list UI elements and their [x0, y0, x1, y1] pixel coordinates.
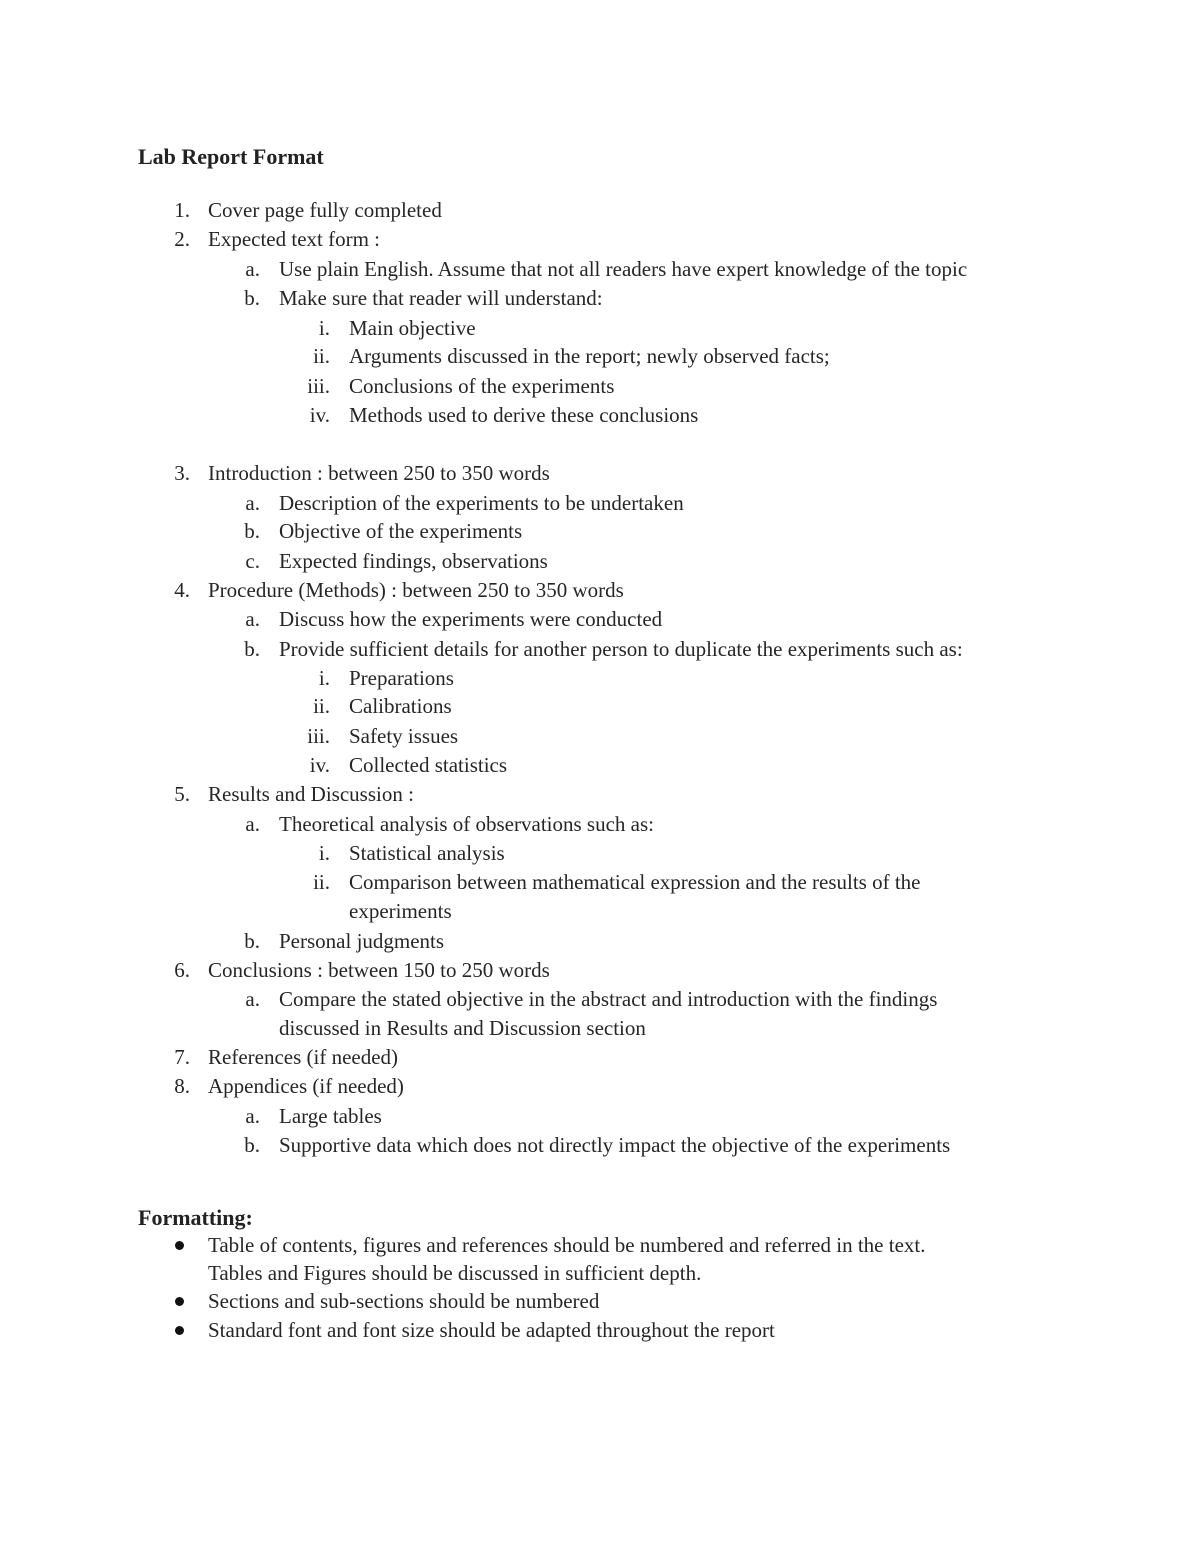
list-letter: a. [245, 607, 260, 631]
list-item-text: Cover page fully completed [208, 198, 442, 222]
bullet-icon [175, 1297, 184, 1306]
list-number: 3. [174, 461, 190, 485]
bullet-item-text: Table of contents, figures and references should be numbered and referred in the text. [208, 1233, 926, 1257]
list-number: 6. [174, 958, 190, 982]
list-item-text: Preparations [349, 666, 454, 690]
list-item-text: Compare the stated objective in the abstract and introduction with the findings [279, 987, 938, 1011]
list-roman: iii. [307, 374, 330, 398]
formatting-heading: Formatting: [138, 1205, 253, 1230]
list-number: 8. [174, 1074, 190, 1098]
list-item-text: Arguments discussed in the report; newly observed facts; [349, 344, 830, 368]
list-roman: ii. [313, 694, 330, 718]
list-letter: a. [245, 987, 260, 1011]
list-number: 2. [174, 227, 190, 251]
list-item-text: Conclusions : between 150 to 250 words [208, 958, 550, 982]
list-number: 1. [174, 198, 190, 222]
list-item-text: Safety issues [349, 724, 459, 748]
list-letter: b. [244, 1133, 260, 1157]
list-roman: iv. [309, 753, 330, 777]
list-letter: b. [244, 519, 260, 543]
list-item-text: Introduction : between 250 to 350 words [208, 461, 550, 485]
list-item-text: Discuss how the experiments were conducted [279, 607, 663, 631]
list-item-text: Appendices (if needed) [208, 1074, 404, 1098]
list-item-text: Personal judgments [279, 929, 445, 953]
list-roman: i. [318, 841, 330, 865]
list-roman: ii. [313, 344, 330, 368]
list-item-text: Provide sufficient details for another person to duplicate the experiments such as: [279, 637, 963, 661]
list-item-text: Expected findings, observations [279, 549, 548, 573]
list-number: 5. [174, 782, 190, 806]
bullet-item-text-continuation: Tables and Figures should be discussed in sufficient depth. [208, 1261, 702, 1285]
bullet-icon [175, 1241, 184, 1250]
list-item-text-continuation: experiments [349, 899, 452, 923]
list-item-text: Conclusions of the experiments [349, 374, 615, 398]
list-letter: b. [244, 637, 260, 661]
document-title: Lab Report Format [138, 144, 324, 169]
list-letter: c. [245, 549, 260, 573]
list-number: 4. [174, 578, 190, 602]
list-item-text: Statistical analysis [349, 841, 505, 865]
list-item-text: Procedure (Methods) : between 250 to 350 words [208, 578, 624, 602]
list-item-text: Use plain English. Assume that not all readers have expert knowledge of the topic [279, 257, 968, 281]
list-item-text: Description of the experiments to be undertaken [279, 491, 684, 515]
list-item-text: Objective of the experiments [279, 519, 523, 543]
list-letter: a. [245, 491, 260, 515]
bullet-item-text: Sections and sub-sections should be numbered [208, 1289, 600, 1313]
list-letter: a. [245, 257, 260, 281]
list-item-text: Large tables [279, 1104, 382, 1128]
list-item-text-continuation: discussed in Results and Discussion section [279, 1016, 646, 1040]
list-item-text: Make sure that reader will understand: [279, 286, 603, 310]
list-item-text: Calibrations [349, 694, 452, 718]
list-roman: iv. [309, 403, 330, 427]
list-item-text: Results and Discussion : [208, 782, 414, 806]
list-item-text: Expected text form : [208, 227, 381, 251]
bullet-item-text: Standard font and font size should be adapted throughout the report [208, 1318, 775, 1342]
list-number: 7. [174, 1045, 190, 1069]
list-item-text: References (if needed) [208, 1045, 399, 1069]
list-roman: i. [318, 666, 330, 690]
list-item-text: Comparison between mathematical expression and the results of the [349, 870, 921, 894]
list-letter: b. [244, 286, 260, 310]
list-roman: iii. [307, 724, 330, 748]
list-item-text: Collected statistics [349, 753, 508, 777]
list-item-text: Main objective [349, 316, 476, 340]
list-letter: a. [245, 1104, 260, 1128]
list-roman: ii. [313, 870, 330, 894]
bullet-icon [175, 1326, 184, 1335]
list-item-text: Methods used to derive these conclusions [349, 403, 699, 427]
list-item-text: Theoretical analysis of observations such as: [279, 812, 654, 836]
list-letter: a. [245, 812, 260, 836]
list-letter: b. [244, 929, 260, 953]
list-item-text: Supportive data which does not directly impact the objective of the experiments [279, 1133, 951, 1157]
list-roman: i. [318, 316, 330, 340]
